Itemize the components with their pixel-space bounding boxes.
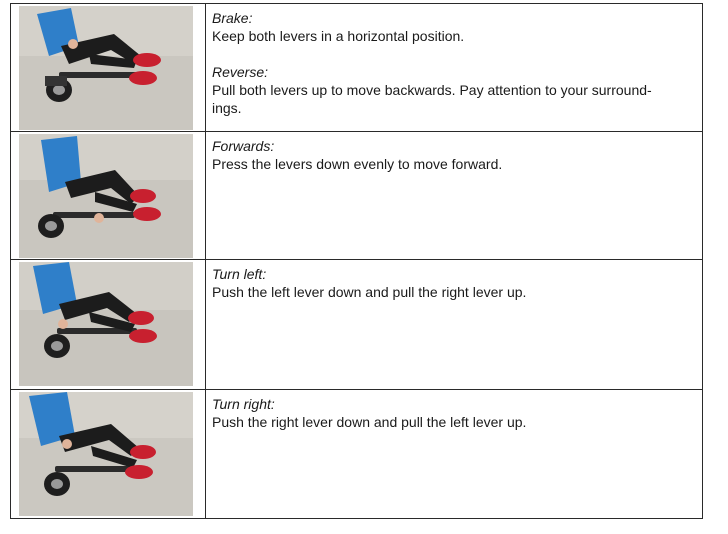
term-turn-left: Turn left:	[212, 266, 267, 282]
desc-reverse: Pull both levers up to move backwards. Pay attention to your surround-	[212, 82, 652, 98]
shoe	[129, 71, 157, 85]
shoe	[133, 207, 161, 221]
term-turn-right: Turn right:	[212, 396, 275, 412]
kart-frame	[59, 72, 139, 78]
photo-turn-right	[19, 392, 193, 516]
desc-brake: Keep both levers in a horizontal position.	[212, 28, 465, 44]
description-cell	[206, 4, 703, 132]
photo-cell	[11, 4, 206, 132]
wheel-hub	[53, 85, 65, 95]
table-row-brake-reverse	[11, 4, 703, 132]
shoe	[130, 189, 156, 203]
hand	[58, 319, 68, 329]
shoe	[133, 53, 161, 67]
table-row-forwards	[11, 132, 703, 260]
shoe	[130, 445, 156, 459]
table-row-turn-right	[11, 390, 703, 519]
photo-turn-left	[19, 262, 193, 386]
shoe	[125, 465, 153, 479]
hand	[94, 213, 104, 223]
wheel-hub	[45, 221, 57, 231]
table-row-turn-left	[11, 260, 703, 390]
description-cell	[206, 132, 703, 260]
term-forwards: Forwards:	[212, 138, 275, 154]
instructions-table	[10, 3, 703, 519]
photo-cell	[11, 260, 206, 390]
hand	[68, 39, 78, 49]
term-brake: Brake:	[212, 10, 253, 26]
description-cell	[206, 260, 703, 390]
shoe	[128, 311, 154, 325]
photo-cell	[11, 132, 206, 260]
desc-forwards: Press the levers down evenly to move forward.	[212, 156, 503, 172]
hand	[62, 439, 72, 449]
shoe	[129, 329, 157, 343]
desc-turn-left: Push the left lever down and pull the right lever up.	[212, 284, 527, 300]
kart-frame	[55, 466, 137, 472]
wheel-hub	[51, 479, 63, 489]
term-reverse: Reverse:	[212, 64, 269, 80]
photo-brake	[19, 6, 193, 130]
wheel-hub	[51, 341, 63, 351]
photo-forwards	[19, 134, 193, 258]
photo-cell	[11, 390, 206, 519]
desc-reverse-cont: ings.	[212, 100, 242, 116]
desc-turn-right: Push the right lever down and pull the left lever up.	[212, 414, 527, 430]
board	[45, 76, 67, 86]
kart-frame	[53, 212, 135, 218]
spacer	[212, 45, 696, 63]
description-cell	[206, 390, 703, 519]
